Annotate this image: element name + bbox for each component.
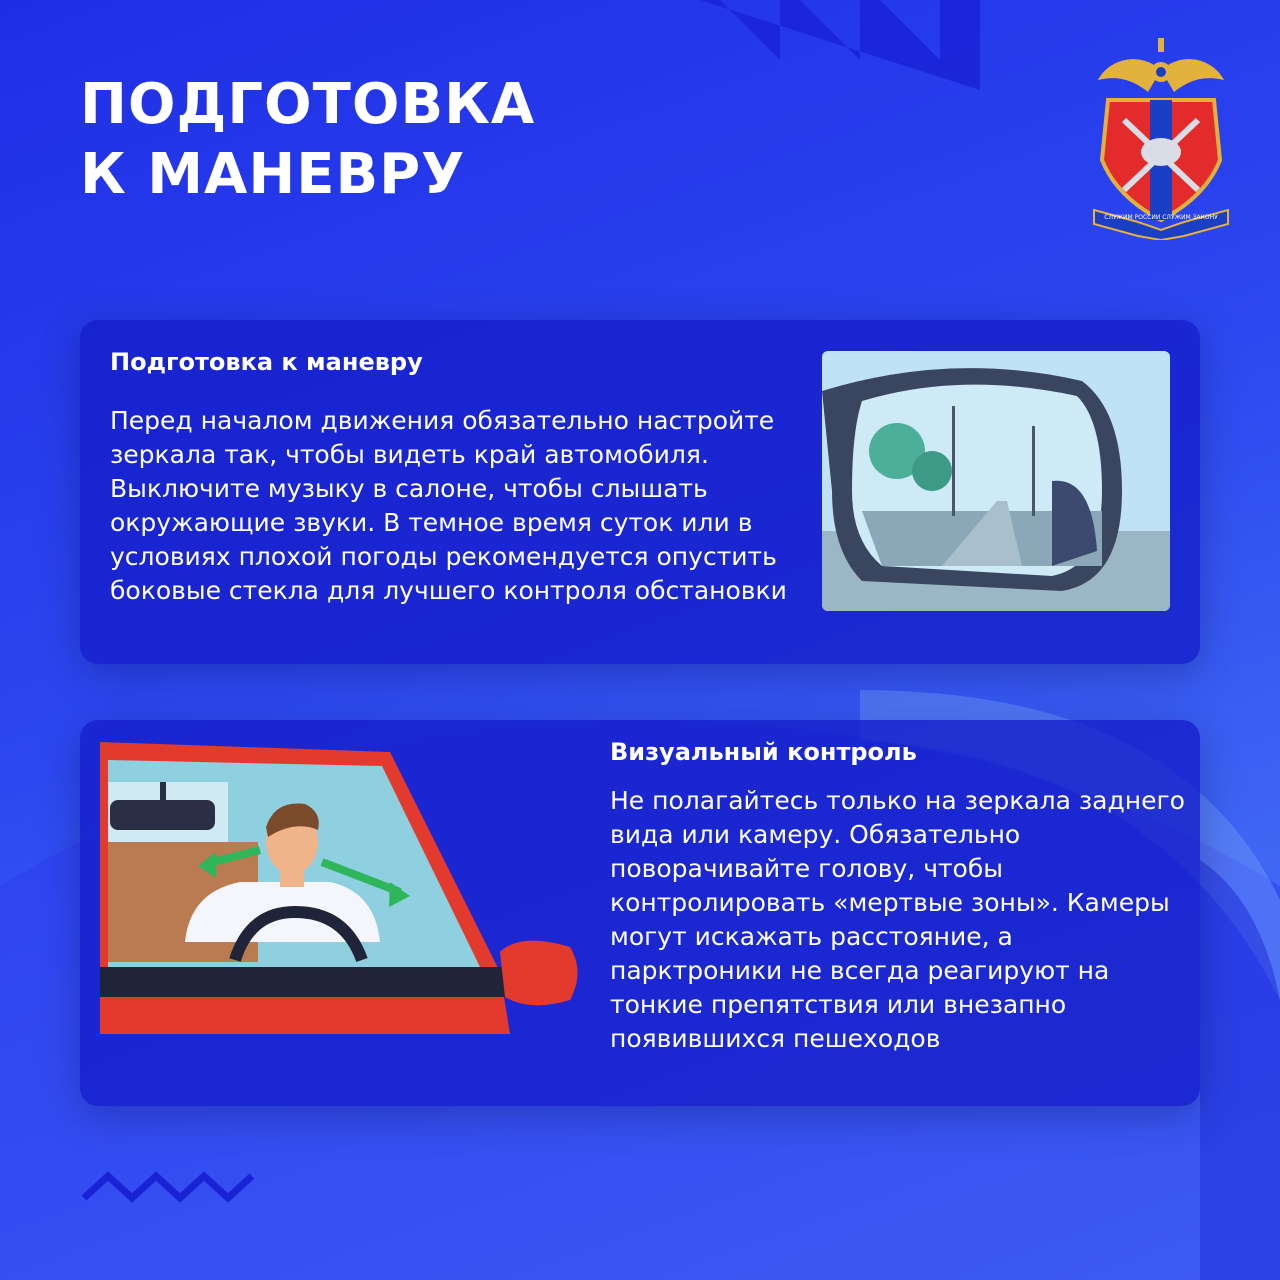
section-heading: Визуальный контроль (610, 738, 917, 766)
page-title-line2: К МАНЕВРУ (80, 142, 466, 207)
emblem-ribbon-text: СЛУЖИМ РОССИИ СЛУЖИМ ЗАКОНУ (1104, 214, 1218, 221)
driver-turning-head-illustration (100, 742, 582, 1034)
section-card-preparation (80, 320, 1200, 664)
page-title (80, 70, 535, 210)
police-emblem-icon (1088, 30, 1234, 240)
side-mirror-illustration (822, 351, 1170, 611)
section-text: Перед началом движения обязательно настройте зеркала так, чтобы видеть край автомобиля. Выключите музыку в салоне, чтобы слышать окружающие звуки. В темное время суток или в условиях плохой погоды рекомендуется опустить боковые стекла для лучшего контроля обстановки (110, 406, 787, 605)
section-card-visual-control (80, 720, 1200, 1106)
page-title-line1: ПОДГОТОВКА (80, 72, 536, 137)
section-heading: Подготовка к маневру (110, 348, 423, 376)
zigzag-decoration-icon (80, 1168, 260, 1204)
section-text: Не полагайтесь только на зеркала заднего вида или камеру. Обязательно поворачивайте голову, чтобы контролировать «мертвые зоны». Камеры могут искажать расстояние, а парктроники не всегда реагируют на тонкие препятствия или внезапно появившихся пешеходов (610, 786, 1185, 1053)
